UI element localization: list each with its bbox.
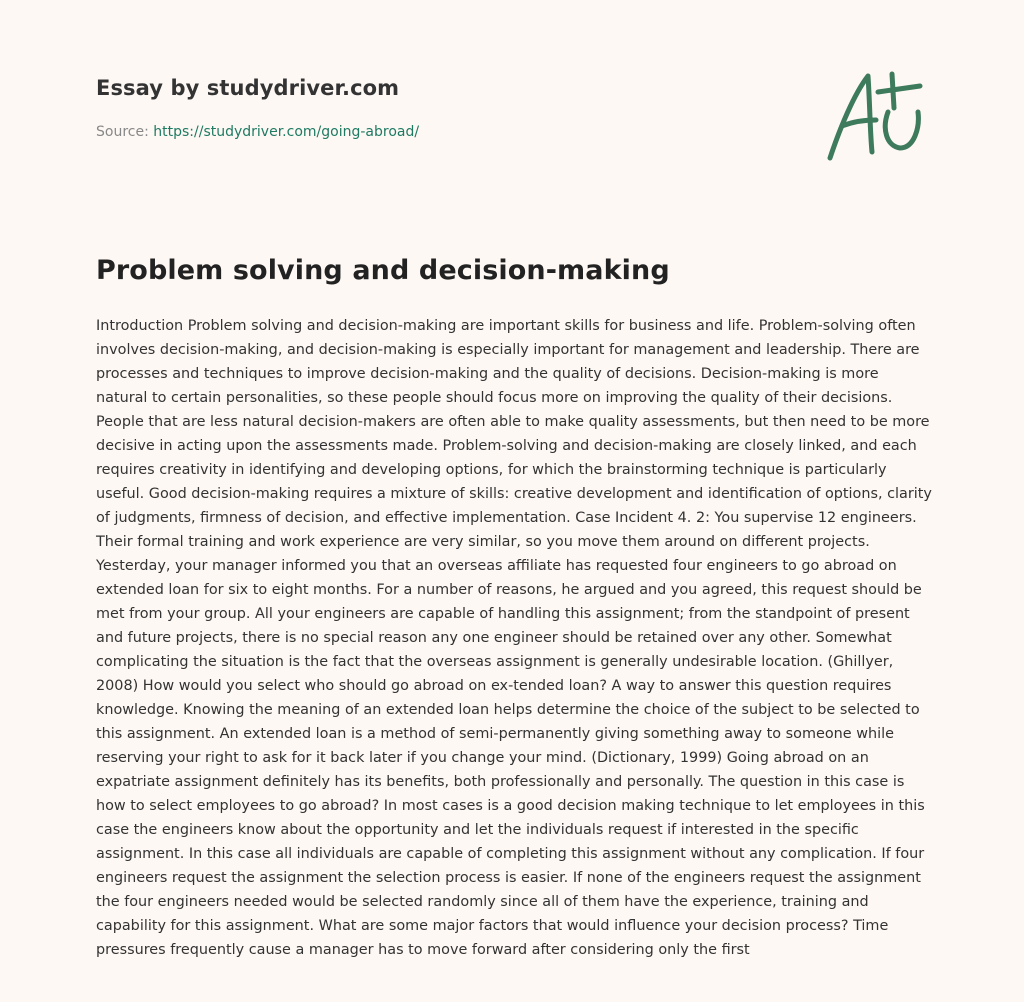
site-title: Essay by studydriver.com [96, 76, 400, 100]
essay-title: Problem solving and decision-making [96, 255, 670, 286]
a-plus-logo-icon [820, 66, 930, 166]
source-link[interactable]: https://studydriver.com/going-abroad/ [153, 124, 420, 140]
source-label: Source: [96, 124, 149, 140]
source-line [96, 124, 419, 140]
essay-body: Introduction Problem solving and decision-making are important skills for business and life. Problem-solving often involves decision-making, and decision-making is especially important for management and leadership. There are processes and techniques to improve decision-making and the quality of decisions. Decision-making is more natural to certain personalities, so these people should focus more on improving the quality of their decisions. People that are less natural decision-makers are often able to make quality assessments, but then need to be more decisive in acting upon the assessments made. Problem-solving and decision-making are closely linked, and each requires creativity in identifying and developing options, for which the brainstorming technique is particularly useful. Good decision-making requires a mixture of skills: creative development and identification of options, clarity of judgments, firmness of decision, and effective implementation. Case Incident 4. 2: You supervise 12 engineers. Their formal training and work experience are very similar, so you move them around on different projects. Yesterday, your manager informed you that an overseas affiliate has requested four engineers to go abroad on extended loan for six to eight months. For a number of reasons, he argued and you agreed, this request should be met from your group. All your engineers are capable of handling this assignment; from the standpoint of present and future projects, there is no special reason any one engineer should be retained over any other. Somewhat complicating the situation is the fact that the overseas assignment is generally undesirable location. (Ghillyer, 2008) How would you select who should go abroad on ex-tended loan? A way to answer this question requires knowledge. Knowing the meaning of an extended loan helps determine the choice of the subject to be selected to this assignment. An extended loan is a method of semi-permanently giving something away to someone while reserving your right to ask for it back later if you change your mind. (Dictionary, 1999) Going abroad on an expatriate assignment definitely has its benefits, both professionally and personally. The question in this case is how to select employees to go abroad? In most cases is a good decision making technique to let employees in this case the engineers know about the opportunity and let the individuals request if interested in the specific assignment. In this case all individuals are capable of completing this assignment without any complication. If four engineers request the assignment the selection process is easier. If none of the engineers request the assignment the four engineers needed would be selected randomly since all of them have the experience, training and capability for this assignment. What are some major factors that would influence your decision process? Time pressures frequently cause a manager has to move forward after considering only the first [96, 318, 932, 958]
